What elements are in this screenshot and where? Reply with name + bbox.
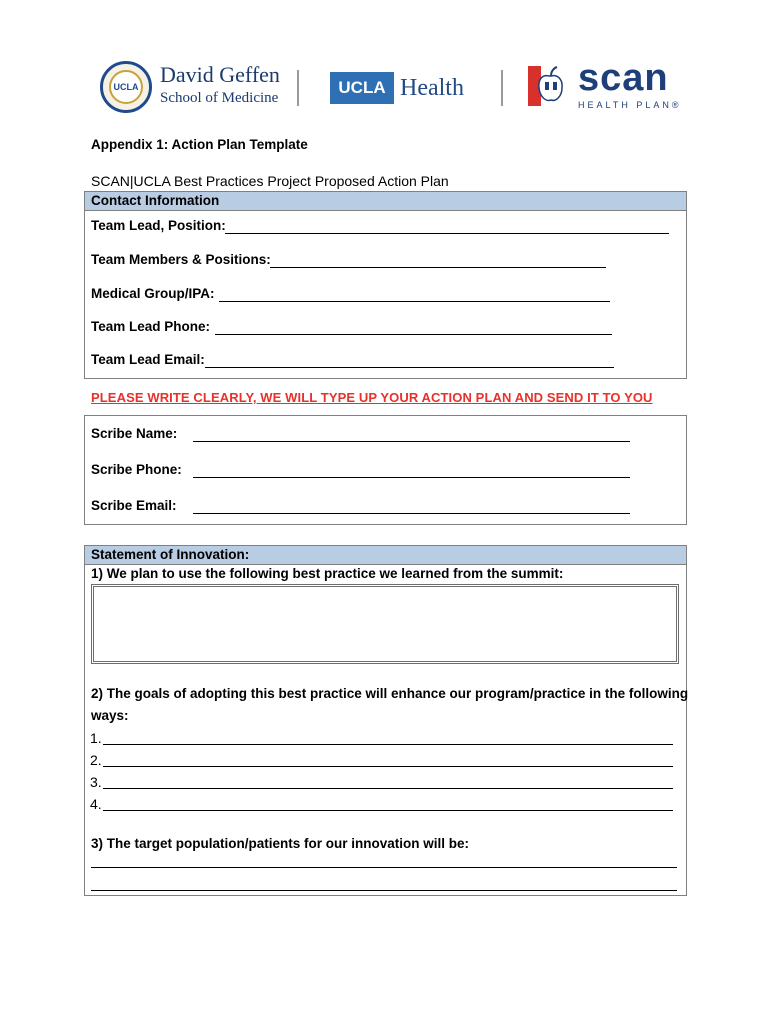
innovation-header: Statement of Innovation: <box>91 547 250 562</box>
question-3: 3) The target population/patients for our innovation will be: <box>91 836 469 851</box>
population-line-1[interactable] <box>91 867 677 868</box>
david-geffen-logo <box>100 58 300 118</box>
dg-logo-title: David Geffen <box>160 62 280 87</box>
scribe-email-label: Scribe Email: <box>91 498 177 513</box>
team-lead-position-label: Team Lead, Position: <box>91 218 226 233</box>
plan-title: SCAN|UCLA Best Practices Project Proposed Action Plan <box>91 173 449 189</box>
seal-text: UCLA <box>109 70 143 104</box>
scan-wordmark: scan <box>578 57 669 99</box>
scribe-name-field[interactable] <box>193 441 630 442</box>
innovation-header-bar <box>85 546 686 565</box>
question-1: 1) We plan to use the following best practice we learned from the summit: <box>91 566 564 581</box>
population-line-2[interactable] <box>91 890 677 891</box>
scribe-email-field[interactable] <box>193 513 630 514</box>
scribe-name-label: Scribe Name: <box>91 426 178 441</box>
question-1-answer-box[interactable] <box>91 584 679 664</box>
appendix-title: Appendix 1: Action Plan Template <box>91 137 308 152</box>
goal-number-1: 1. <box>90 730 102 746</box>
goal-3-field[interactable] <box>103 788 673 789</box>
write-clearly-notice: PLEASE WRITE CLEARLY, WE WILL TYPE UP YOUR ACTION PLAN AND SEND IT TO YOU <box>91 390 653 405</box>
team-lead-email-label: Team Lead Email: <box>91 352 205 367</box>
team-lead-phone-field[interactable] <box>215 334 612 335</box>
ucla-health-wordmark: Health <box>400 75 464 101</box>
ucla-logo-box: UCLA <box>330 72 394 104</box>
contact-header: Contact Information <box>91 193 220 208</box>
goal-number-3: 3. <box>90 774 102 790</box>
scribe-phone-label: Scribe Phone: <box>91 462 182 477</box>
contact-header-bar <box>85 192 686 211</box>
medical-group-field[interactable] <box>219 301 610 302</box>
team-members-label: Team Members & Positions: <box>91 252 271 267</box>
scribe-phone-field[interactable] <box>193 477 630 478</box>
team-members-field[interactable] <box>270 267 606 268</box>
ucla-seal-icon <box>100 61 152 113</box>
goal-4-field[interactable] <box>103 810 673 811</box>
team-lead-email-field[interactable] <box>205 367 614 368</box>
team-lead-position-field[interactable] <box>225 233 669 234</box>
dg-logo-subtitle: School of Medicine <box>160 90 279 106</box>
logo-divider <box>297 70 299 106</box>
logo-divider-2 <box>501 70 503 106</box>
scan-health-plan-text: HEALTH PLAN® <box>578 100 682 110</box>
question-2-line-1: 2) The goals of adopting this best practice will enhance our program/practice in the following <box>91 686 689 701</box>
goal-number-4: 4. <box>90 796 102 812</box>
goal-1-field[interactable] <box>103 744 673 745</box>
team-lead-phone-label: Team Lead Phone: <box>91 319 211 334</box>
goal-2-field[interactable] <box>103 766 673 767</box>
goal-number-2: 2. <box>90 752 102 768</box>
question-2-line-2: ways: <box>91 708 129 723</box>
scan-apple-icon <box>527 62 573 108</box>
medical-group-label: Medical Group/IPA: <box>91 286 215 301</box>
